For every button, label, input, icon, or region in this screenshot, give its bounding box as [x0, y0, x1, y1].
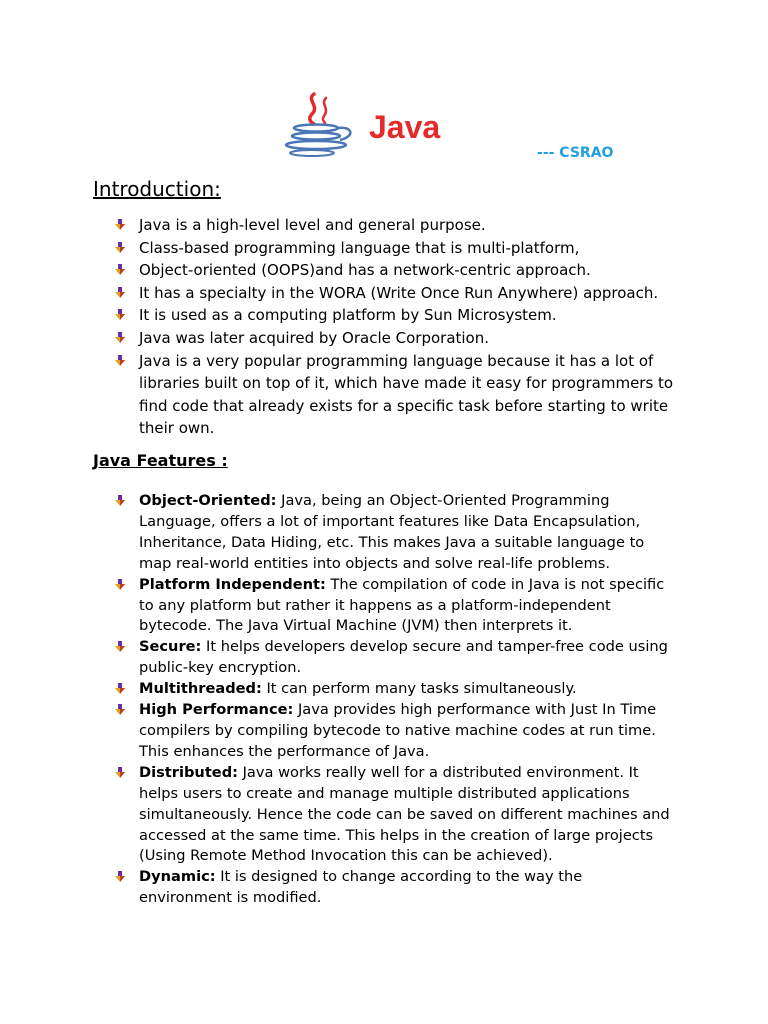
- java-features-heading: Java Features :: [93, 451, 228, 470]
- arrow-bullet-icon: [114, 704, 126, 716]
- arrow-bullet-icon: [114, 871, 126, 883]
- feature-item: [139, 700, 679, 763]
- features-list: [139, 491, 679, 909]
- list-item: Java was later acquired by Oracle Corporation.: [139, 327, 679, 350]
- feature-item: [139, 763, 679, 868]
- feature-item: [139, 575, 679, 638]
- arrow-bullet-icon: [114, 355, 126, 367]
- feature-term: Platform Independent:: [139, 575, 326, 593]
- arrow-bullet-icon: [114, 641, 126, 653]
- arrow-bullet-icon: [114, 767, 126, 779]
- feature-description: Java, being an Object-Oriented Programming Language, offers a lot of important features like Data Encapsulation, Inheritance, Data Hiding, etc. This makes Java a suitable language to map real-world entities into objects and solve real-life problems.: [139, 492, 645, 572]
- list-item: Java is a very popular programming language because it has a lot of libraries built on top of it, which have made it easy for programmers to find code that already exists for a specific task before starting to write their own.: [139, 350, 679, 440]
- feature-term: Distributed:: [139, 763, 238, 781]
- arrow-bullet-icon: [114, 332, 126, 344]
- feature-term: Multithreaded:: [139, 680, 262, 698]
- feature-description: It helps developers develop secure and tamper-free code using public-key encryption.: [139, 638, 668, 677]
- introduction-heading: Introduction:: [93, 177, 221, 201]
- feature-description: It can perform many tasks simultaneously.: [261, 680, 577, 698]
- feature-description: It is designed to change according to the way the environment is modified.: [139, 868, 583, 907]
- arrow-bullet-icon: [114, 579, 126, 591]
- arrow-bullet-icon: [114, 264, 126, 276]
- feature-term: Dynamic:: [139, 868, 216, 886]
- author-label: --- CSRAO: [537, 145, 614, 161]
- list-item: It has a specialty in the WORA (Write Once Run Anywhere) approach.: [139, 282, 679, 305]
- arrow-bullet-icon: [114, 309, 126, 321]
- java-logo: [272, 86, 494, 160]
- feature-description: Java works really well for a distributed environment. It helps users to create and manage multiple distributed applications simultaneously. Hence the code can be saved on different machines and accessed at the same time. This helps in the creation of large projects (Using Remote Method Invocation this can be achieved).: [139, 763, 670, 865]
- feature-term: Secure:: [139, 638, 202, 656]
- arrow-bullet-icon: [114, 219, 126, 231]
- introduction-list: [139, 214, 679, 440]
- list-item: It is used as a computing platform by Sun Microsystem.: [139, 304, 679, 327]
- java-coffee-cup-icon: [272, 86, 494, 160]
- feature-item: [139, 491, 679, 575]
- java-wordmark: Java: [369, 109, 441, 145]
- feature-item: [139, 637, 679, 679]
- list-item: Object-oriented (OOPS)and has a network-centric approach.: [139, 259, 679, 282]
- arrow-bullet-icon: [114, 242, 126, 254]
- arrow-bullet-icon: [114, 287, 126, 299]
- feature-description: Java provides high performance with Just In Time compilers by compiling bytecode to native machine codes at run time. This enhances the performance of Java.: [139, 701, 657, 760]
- list-item: Java is a high-level level and general purpose.: [139, 214, 679, 237]
- list-item: Class-based programming language that is multi-platform,: [139, 237, 679, 260]
- feature-description: The compilation of code in Java is not specific to any platform but rather it happens as a platform-independent bytecode. The Java Virtual Machine (JVM) then interprets it.: [139, 575, 665, 635]
- arrow-bullet-icon: [114, 683, 126, 695]
- feature-item: [139, 867, 679, 909]
- feature-term: High Performance:: [139, 701, 294, 719]
- feature-term: Object-Oriented:: [139, 492, 277, 509]
- feature-item: [139, 679, 679, 700]
- arrow-bullet-icon: [114, 495, 126, 507]
